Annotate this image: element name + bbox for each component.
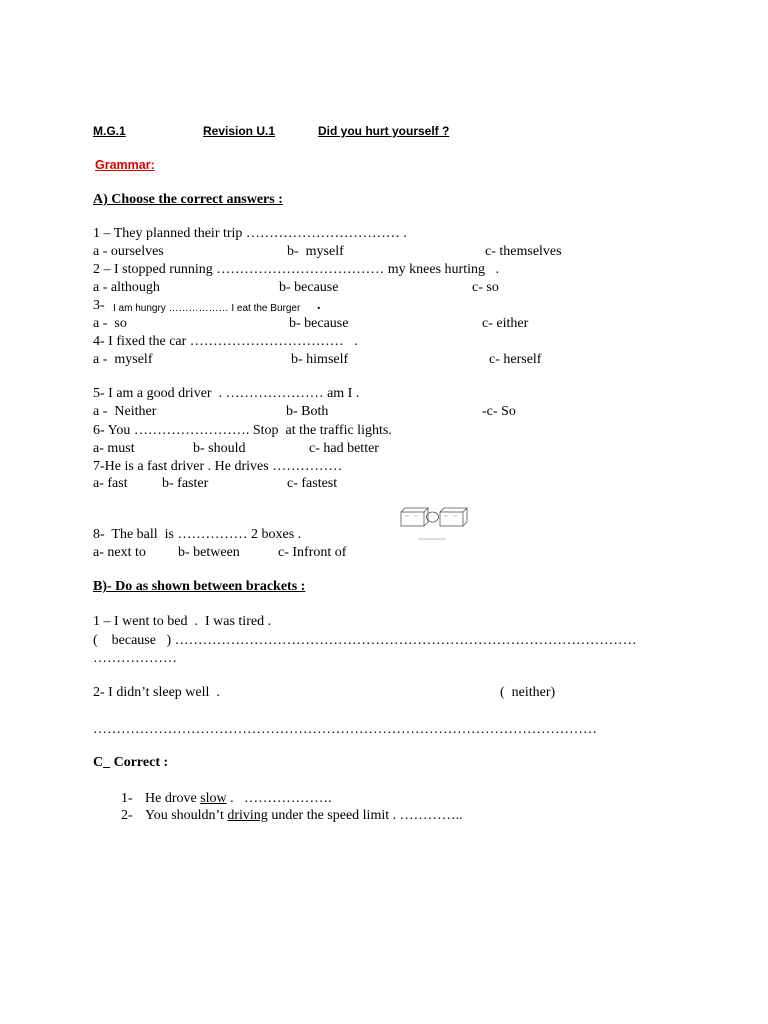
q1-option-c: c- themselves bbox=[485, 244, 562, 259]
q1-option-a: a - ourselves bbox=[93, 244, 164, 259]
c-item-2 bbox=[145, 808, 463, 824]
q5-option-a: a - Neither bbox=[93, 404, 157, 419]
ball-between-boxes-illustration bbox=[396, 504, 472, 542]
q4-option-b: b- himself bbox=[291, 352, 349, 367]
q7-option-c: c- fastest bbox=[287, 476, 338, 491]
c-item-1-post: . ………………. bbox=[226, 791, 332, 806]
q3-text: I am hungry ……………… I eat the Burger bbox=[113, 303, 301, 314]
b-q2-answer-line: ……………………………………………………………………………………………… bbox=[93, 722, 597, 737]
c-item-2-number: 2- bbox=[121, 808, 133, 823]
q5-text: 5- I am a good driver . ………………… am I . bbox=[93, 386, 360, 401]
c-item-2-error: driving bbox=[227, 808, 268, 823]
q1-text: 1 – They planned their trip …………………………… . bbox=[93, 226, 407, 241]
q5-option-b: b- Both bbox=[286, 404, 329, 419]
header-revision: Revision U.1 bbox=[203, 124, 276, 138]
q7-text: 7-He is a fast driver . He drives …………… bbox=[93, 459, 343, 474]
c-item-1-pre: He drove bbox=[145, 791, 201, 806]
c-item-1 bbox=[145, 791, 332, 807]
q8-option-a: a- next to bbox=[93, 545, 146, 560]
q3-number: 3- bbox=[93, 298, 105, 313]
header-course: M.G.1 bbox=[93, 124, 126, 138]
c-item-1-error: slow bbox=[200, 791, 227, 806]
q5-option-c: -c- So bbox=[482, 404, 516, 419]
q2-option-a: a - although bbox=[93, 280, 160, 295]
q2-text: 2 – I stopped running ……………………………… my knees hurting . bbox=[93, 262, 499, 277]
b-q1-text: 1 – I went to bed . I was tired . bbox=[93, 614, 272, 629]
c-item-2-pre: You shouldn’t bbox=[145, 808, 228, 823]
q8-option-b: b- between bbox=[178, 545, 240, 560]
header-unit-title: Did you hurt yourself ? bbox=[318, 124, 450, 138]
q4-option-a: a - myself bbox=[93, 352, 153, 367]
q1-option-b: b- myself bbox=[287, 244, 344, 259]
q4-option-c: c- herself bbox=[489, 352, 542, 367]
q3-option-c: c- either bbox=[482, 316, 529, 331]
q3-option-b: b- because bbox=[289, 316, 349, 331]
b-q2-text: 2- I didn’t sleep well . bbox=[93, 685, 220, 700]
section-c-title: C_ Correct : bbox=[93, 755, 169, 770]
q7-option-b: b- faster bbox=[162, 476, 209, 491]
q6-option-a: a- must bbox=[93, 441, 135, 456]
c-item-1-number: 1- bbox=[121, 791, 133, 806]
q3-end: . bbox=[317, 298, 321, 313]
q6-option-b: b- should bbox=[193, 441, 246, 456]
section-b-title: B)- Do as shown between brackets : bbox=[93, 579, 306, 594]
b-q1-answer-line: ( because ) ……………………………………………………………………………………… bbox=[93, 633, 637, 648]
b-q2-bracket: ( neither) bbox=[500, 685, 556, 700]
grammar-label: Grammar: bbox=[95, 158, 155, 172]
q2-option-c: c- so bbox=[472, 280, 499, 295]
c-item-2-post: under the speed limit . ………….. bbox=[267, 808, 463, 823]
q8-text: 8- The ball is …………… 2 boxes . bbox=[93, 527, 302, 542]
q4-text: 4- I fixed the car …………………………… . bbox=[93, 334, 358, 349]
q7-option-a: a- fast bbox=[93, 476, 128, 491]
section-a-title: A) Choose the correct answers : bbox=[93, 192, 283, 207]
q2-option-b: b- because bbox=[279, 280, 339, 295]
q6-option-c: c- had better bbox=[309, 441, 379, 456]
q6-text: 6- You ……………………. Stop at the traffic lights. bbox=[93, 423, 392, 438]
q3-option-a: a - so bbox=[93, 316, 127, 331]
b-q1-answer-continuation: ……………… bbox=[93, 651, 177, 666]
q8-option-c: c- Infront of bbox=[278, 545, 347, 560]
